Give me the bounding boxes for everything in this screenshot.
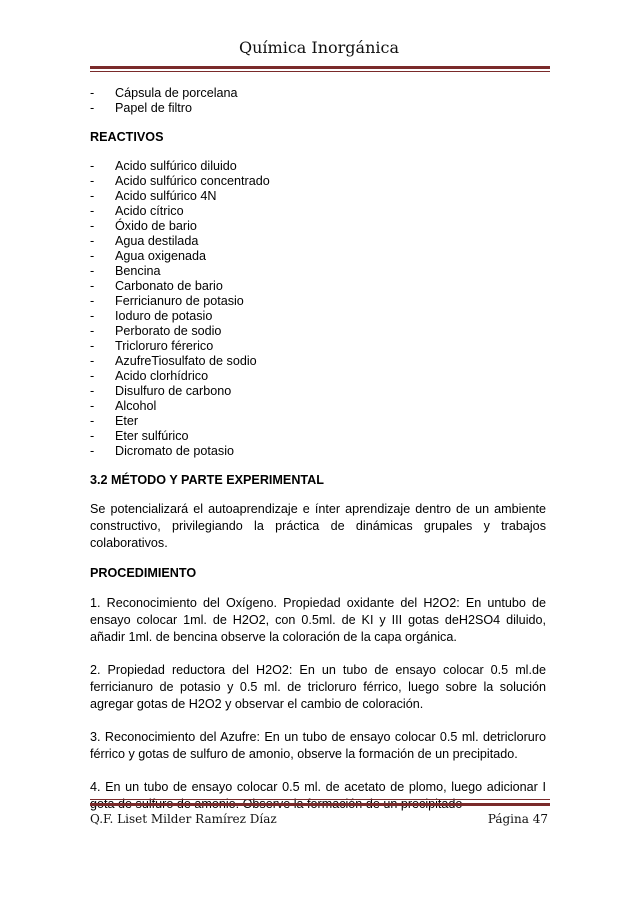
list-item <box>90 174 546 189</box>
dash-marker: - <box>90 414 95 428</box>
procedure-step: 1. Reconocimiento del Oxígeno. Propiedad oxidante del H2O2: En untubo de ensayo colocar 1ml. de H2O2, con 0.5ml. de KI y III gotas deH2SO4 diluido, añadir 1ml. de bencina observe la coloración de la capa orgánica. <box>90 596 546 644</box>
dash-marker: - <box>90 189 95 203</box>
procedure-step: 2. Propiedad reductora del H2O2: En un tubo de ensayo colocar 0.5 ml.de ferricianuro de potasio y 0.5 ml. de tricloruro férrico, luego sobre la solución agregar gotas de H2O2 y observar el cambio de coloración. <box>90 663 546 711</box>
dash-marker: - <box>90 339 95 353</box>
list-item <box>90 101 546 116</box>
list-item <box>90 324 546 339</box>
list-item-text: Óxido de bario <box>115 219 197 233</box>
list-item-text: Eter sulfúrico <box>115 429 189 443</box>
procedure-step: 4. En un tubo de ensayo colocar 0.5 ml. de acetato de plomo, luego adicionar I gota de sulfuro de amonio. Observe la formación de un precipitado <box>90 780 546 811</box>
list-item <box>90 189 546 204</box>
list-item <box>90 384 546 399</box>
list-item-text: Alcohol <box>115 399 157 413</box>
dash-marker: - <box>90 399 95 413</box>
list-item <box>90 234 546 249</box>
list-item-text: Acido clorhídrico <box>115 369 209 383</box>
list-item-text: Disulfuro de carbono <box>115 384 232 398</box>
list-item <box>90 399 546 414</box>
list-item-text: Tricloruro férerico <box>115 339 214 353</box>
list-item <box>90 309 546 324</box>
header-rule-thin <box>90 71 550 72</box>
list-item-text: AzufreTiosulfato de sodio <box>115 354 257 368</box>
list-item-text: Bencina <box>115 264 161 278</box>
reactivos-list <box>90 159 546 459</box>
list-item-text: Agua oxigenada <box>115 249 207 263</box>
list-item <box>90 279 546 294</box>
header-title: Química Inorgánica <box>238 38 400 57</box>
procedure-step: 3. Reconocimiento del Azufre: En un tubo de ensayo colocar 0.5 ml. detricloruro férrico y gotas de sulfuro de amonio, observe la formación de un precipitado. <box>90 730 546 761</box>
footer-rule-thick <box>90 803 550 806</box>
list-item-text: Eter <box>115 414 139 428</box>
list-item-text: Acido cítrico <box>115 204 184 218</box>
dash-marker: - <box>90 324 95 338</box>
list-item-text: Agua destilada <box>115 234 199 248</box>
dash-marker: - <box>90 204 95 218</box>
list-item <box>90 86 546 101</box>
list-item-text: Ferricianuro de potasio <box>115 294 244 308</box>
list-item-text: Carbonato de bario <box>115 279 223 293</box>
dash-marker: - <box>90 444 95 458</box>
dash-marker: - <box>90 309 95 323</box>
dash-marker: - <box>90 384 95 398</box>
dash-marker: - <box>90 234 95 248</box>
list-item-text: Ioduro de potasio <box>115 309 213 323</box>
metodo-paragraph: Se potencializará el autoaprendizaje e ínter aprendizaje dentro de un ambiente constructivo, privilegiando la práctica de dinámicas grupales y trabajos colaborativos. <box>90 502 546 550</box>
list-item-text: Papel de filtro <box>115 101 193 115</box>
list-item-text: Dicromato de potasio <box>115 444 235 458</box>
list-item-text: Acido sulfúrico 4N <box>115 189 217 203</box>
list-item <box>90 249 546 264</box>
list-item-text: Acido sulfúrico diluido <box>115 159 237 173</box>
list-item <box>90 159 546 174</box>
list-item-text: Perborato de sodio <box>115 324 222 338</box>
materials-list <box>90 86 546 116</box>
footer-page-number: Página 47 <box>487 812 548 826</box>
list-item <box>90 264 546 279</box>
footer-rule-thin <box>90 799 550 800</box>
list-item <box>90 369 546 384</box>
list-item <box>90 294 546 309</box>
dash-marker: - <box>90 279 95 293</box>
list-item <box>90 429 546 444</box>
dash-marker: - <box>90 219 95 233</box>
list-item <box>90 339 546 354</box>
dash-marker: - <box>90 264 95 278</box>
list-item <box>90 414 546 429</box>
list-item-text: Cápsula de porcelana <box>115 86 238 100</box>
dash-marker: - <box>90 86 95 100</box>
reactivos-heading: REACTIVOS <box>90 130 164 144</box>
dash-marker: - <box>90 294 95 308</box>
dash-marker: - <box>90 249 95 263</box>
document-body <box>90 86 546 813</box>
list-item <box>90 444 546 459</box>
dash-marker: - <box>90 174 95 188</box>
procedimiento-heading: PROCEDIMIENTO <box>90 566 197 580</box>
footer-author: Q.F. Liset Milder Ramírez Díaz <box>90 812 277 826</box>
dash-marker: - <box>90 159 95 173</box>
dash-marker: - <box>90 101 95 115</box>
list-item <box>90 219 546 234</box>
list-item-text: Acido sulfúrico concentrado <box>115 174 270 188</box>
dash-marker: - <box>90 369 95 383</box>
list-item <box>90 354 546 369</box>
dash-marker: - <box>90 354 95 368</box>
list-item <box>90 204 546 219</box>
header-rule-thick <box>90 66 550 69</box>
metodo-heading: 3.2 MÉTODO Y PARTE EXPERIMENTAL <box>90 473 324 487</box>
dash-marker: - <box>90 429 95 443</box>
